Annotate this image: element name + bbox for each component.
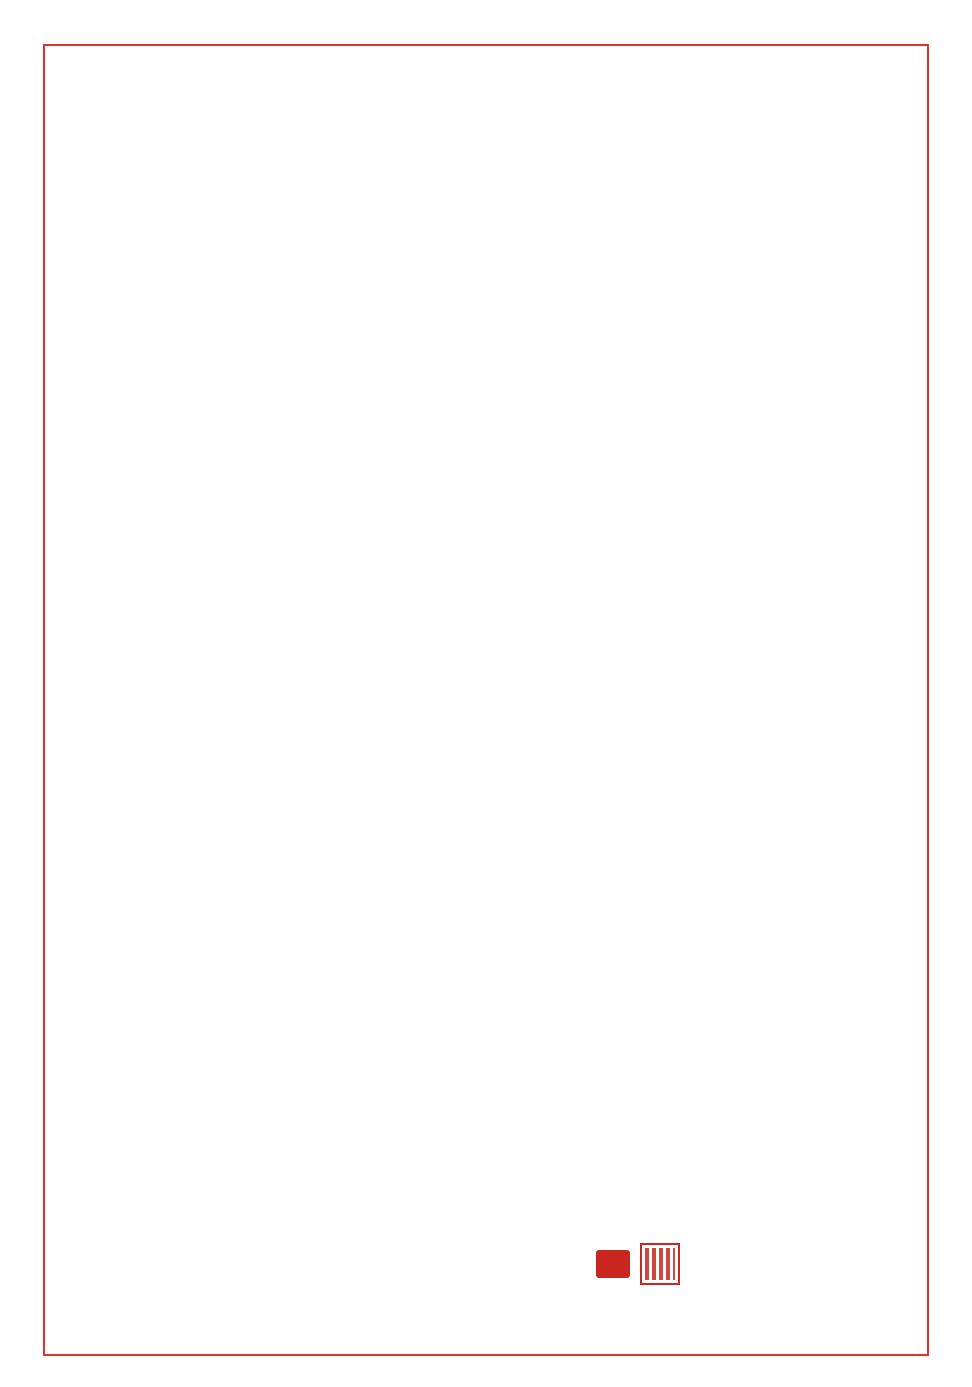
seal-stamp-small [596,1250,630,1278]
site-header [0,6,972,40]
seal-stamp-pattern [645,1248,675,1280]
seal-stamp-large [640,1243,680,1285]
calligraphy-sheet [43,44,929,1356]
signature-row [45,1272,927,1354]
